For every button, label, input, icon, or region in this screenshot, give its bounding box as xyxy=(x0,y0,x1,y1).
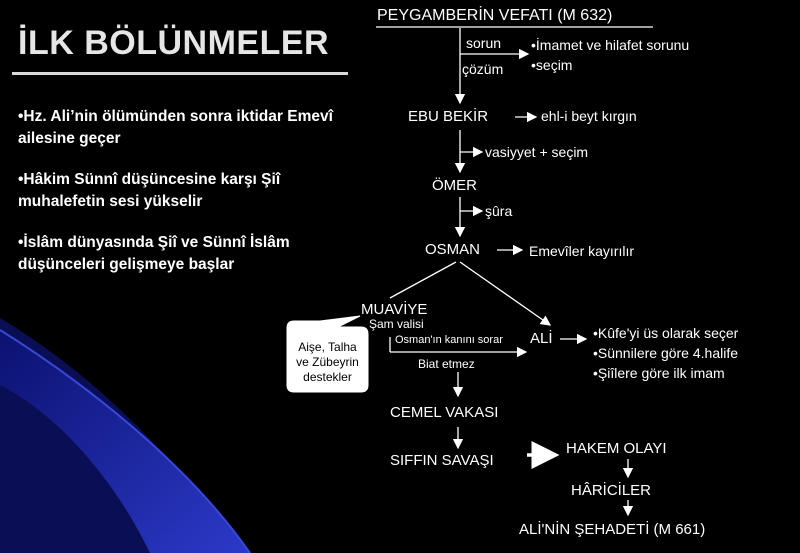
note-imamet: •İmamet ve hilafet sorunu xyxy=(531,37,690,53)
label-cozum: çözüm xyxy=(462,61,504,77)
note-vasiyyet: vasiyyet + seçim xyxy=(485,144,589,160)
note-emeviler: Emevîler kayırılır xyxy=(529,243,635,259)
node-cemel-vakasi: CEMEL VAKASI xyxy=(390,404,499,421)
node-ali: ALİ xyxy=(530,330,553,347)
note-ehl-i-beyt: ehl-i beyt kırgın xyxy=(541,108,637,124)
node-hakem-olayi: HAKEM OLAYI xyxy=(566,440,667,457)
note-kufe: •Kûfe'yi üs olarak seçer xyxy=(593,325,739,341)
node-muaviye: MUAVİYE xyxy=(361,301,428,318)
node-siffin-savasi: SIFFIN SAVAŞI xyxy=(390,452,494,469)
note-sura: şûra xyxy=(485,203,513,219)
note-sunnilere: •Sünnilere göre 4.halife xyxy=(593,345,738,361)
note-siilere: •Şiîlere göre ilk imam xyxy=(593,365,725,381)
bullet-item: •İslâm dünyasında Şiî ve Sünnî İslâm düşünceleri gelişmeye başlar xyxy=(18,234,290,273)
node-osman: OSMAN xyxy=(425,241,481,258)
note-biat-etmez: Biat etmez xyxy=(418,357,475,371)
node-hariciler: HÂRİCİLER xyxy=(571,482,652,499)
slide-title: İLK BÖLÜNMELER xyxy=(18,24,330,62)
bullet-item: •Hz. Ali’nin ölümünden sonra iktidar Emevî ailesine geçer xyxy=(18,108,333,147)
node-peygamber-vefati: PEYGAMBERİN VEFATI (M 632) xyxy=(377,7,613,24)
note-osman-kani: Osman'ın kanını sorar xyxy=(395,334,503,346)
node-omer: ÖMER xyxy=(432,177,477,194)
callout-line: destekler xyxy=(303,370,352,384)
note-secim: •seçim xyxy=(531,57,573,73)
callout-text xyxy=(287,340,368,385)
callout-line: Aişe, Talha xyxy=(298,340,357,354)
bullet-item: •Hâkim Sünnî düşüncesine karşı Şiî muhalefetin sesi yükselir xyxy=(18,171,281,210)
note-sam-valisi: Şam valisi xyxy=(369,317,424,331)
node-ali-sehadeti: ALİ'NİN ŞEHADETİ (M 661) xyxy=(519,521,706,538)
node-ebu-bekir: EBU BEKİR xyxy=(408,108,489,125)
label-sorun: sorun xyxy=(466,35,502,51)
callout-line: ve Zübeyrin xyxy=(296,355,359,369)
